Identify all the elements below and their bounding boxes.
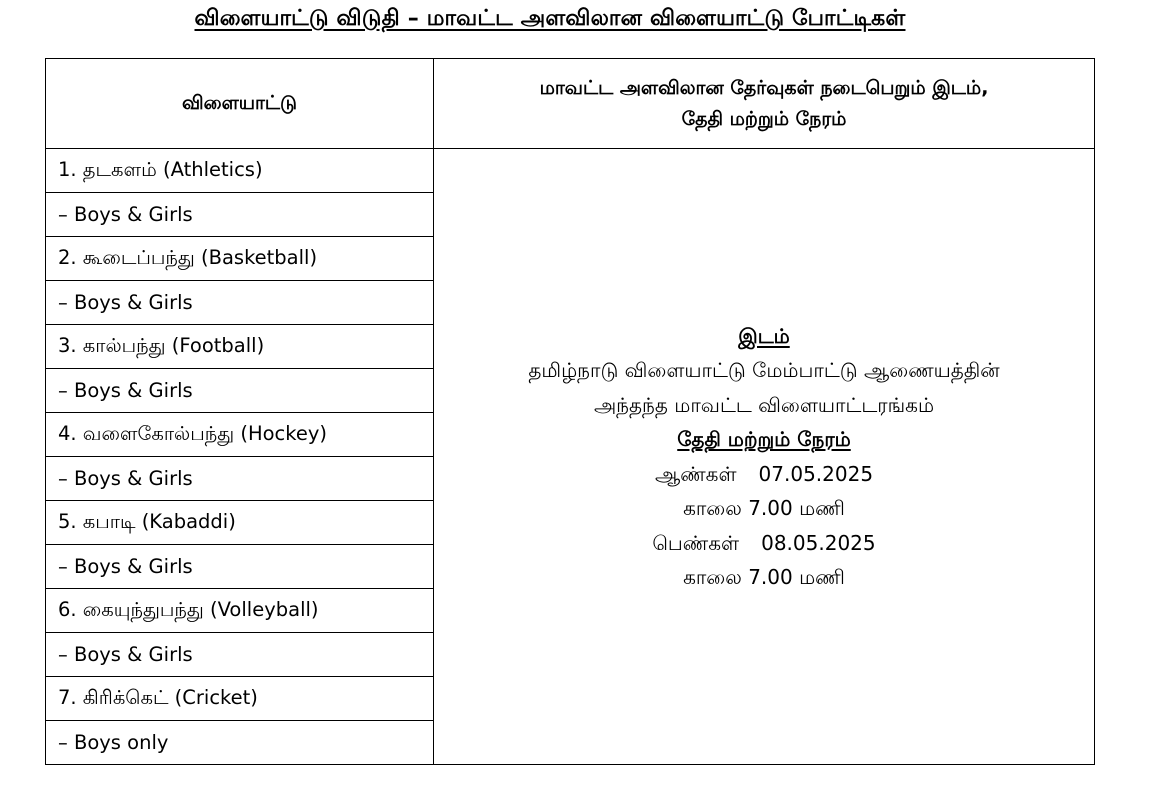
header-venue-line2: தேதி மற்றும் நேரம் (681, 107, 847, 130)
header-venue-line1: மாவட்ட அளவிலான தேர்வுகள் நடைபெறும் இடம், (539, 76, 989, 99)
venue-details-cell (434, 149, 1095, 765)
header-sport: விளையாட்டு (46, 59, 434, 149)
sport-cell: 2. கூடைப்பந்து (Basketball) (46, 237, 434, 281)
sport-cell: – Boys & Girls (46, 369, 434, 413)
boys-label: ஆண்கள் (654, 461, 737, 486)
document-title: விளையாட்டு விடுதி – மாவட்ட அளவிலான விளையாட்டு போட்டிகள் (194, 6, 906, 31)
sport-cell: – Boys only (46, 721, 434, 765)
sport-cell: 3. கால்பந்து (Football) (46, 325, 434, 369)
table-header-row (46, 59, 1095, 149)
venue-heading: இடம் (738, 323, 790, 348)
table-row (46, 149, 1095, 193)
boys-date-line (434, 457, 1094, 492)
venue-line1: தமிழ்நாடு விளையாட்டு மேம்பாட்டு ஆணையத்தின் (528, 358, 1000, 382)
sport-cell: 5. கபாடி (Kabaddi) (46, 501, 434, 545)
sport-cell: 1. தடகளம் (Athletics) (46, 149, 434, 193)
girls-date-line (434, 526, 1094, 561)
girls-label: பெண்கள் (652, 530, 740, 555)
sport-cell: – Boys & Girls (46, 545, 434, 589)
girls-time: காலை 7.00 மணி (683, 565, 845, 589)
sport-cell: – Boys & Girls (46, 193, 434, 237)
datetime-heading: தேதி மற்றும் நேரம் (677, 427, 851, 451)
venue-line2: அந்தந்த மாவட்ட விளையாட்டரங்கம் (593, 392, 935, 417)
sport-cell: – Boys & Girls (46, 281, 434, 325)
sport-cell: – Boys & Girls (46, 457, 434, 501)
selection-schedule-table (45, 58, 1095, 765)
boys-date: 07.05.2025 (758, 461, 874, 486)
boys-time: காலை 7.00 மணி (683, 496, 845, 520)
sport-cell: 4. வளைகோல்பந்து (Hockey) (46, 413, 434, 457)
header-venue (434, 59, 1095, 149)
girls-date: 08.05.2025 (761, 530, 876, 555)
sport-cell: – Boys & Girls (46, 633, 434, 677)
sport-cell: 6. கையுந்துபந்து (Volleyball) (46, 589, 434, 633)
sport-cell: 7. கிரிக்கெட் (Cricket) (46, 677, 434, 721)
